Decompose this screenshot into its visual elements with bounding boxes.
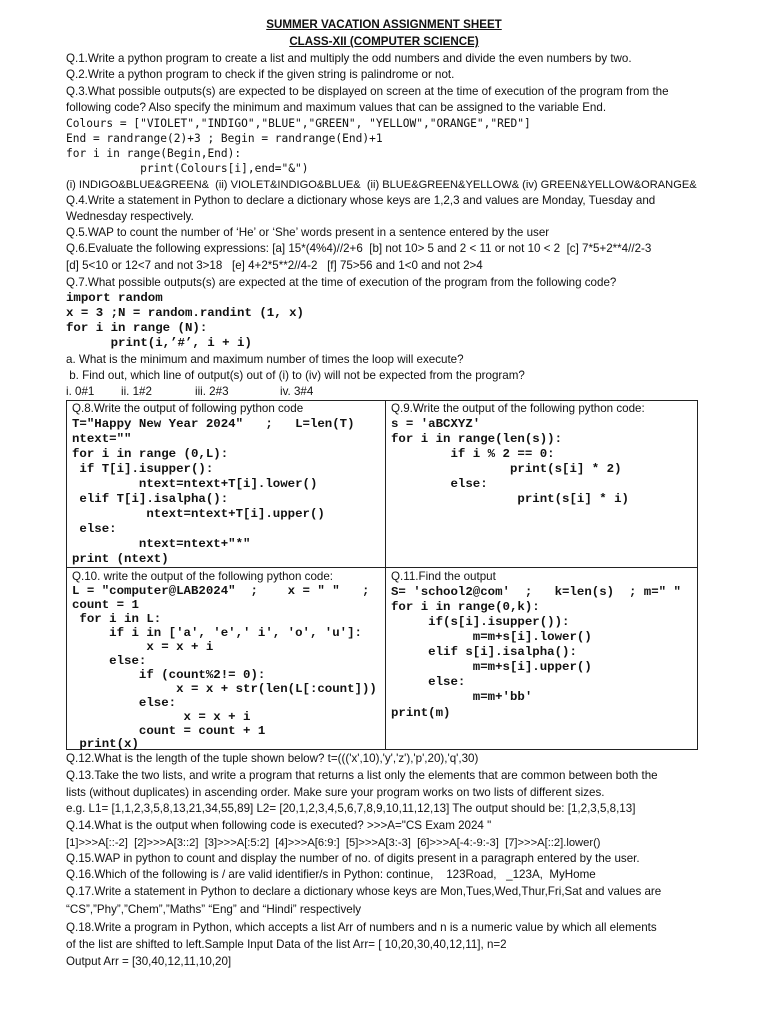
q7-code-line: import random <box>66 291 163 305</box>
question-7-part-a: a. What is the minimum and maximum number of times the loop will execute? <box>66 353 464 366</box>
q10-code-line: count = count + 1 <box>72 724 266 738</box>
question-14-line-1: Q.14.What is the output when following code is executed? >>>A="CS Exam 2024 " <box>66 819 492 832</box>
q8-code-line: for i in range (0,L): <box>72 447 229 461</box>
q10-code-line: x = x + str(len(L[:count])) <box>72 682 377 696</box>
question-8-heading: Q.8.Write the output of following python code <box>72 402 304 415</box>
q11-code-line: m=m+s[i].lower() <box>391 630 592 644</box>
question-4-line-2: Wednesday respectively. <box>66 210 194 223</box>
table-column-divider <box>385 400 386 750</box>
q10-code-line: for i in L: <box>72 612 162 626</box>
q10-code-line: count = 1 <box>72 598 139 612</box>
q8-code-line: ntext="" <box>72 432 132 446</box>
q8-code-line: ntext=ntext+"*" <box>72 537 251 551</box>
q9-code-line: print(s[i] * i) <box>391 492 629 506</box>
q3-code-line: print(Colours[i],end="&") <box>66 162 309 175</box>
q7-option-3: iii. 2#3 <box>195 385 229 398</box>
question-13-example: e.g. L1= [1,1,2,3,5,8,13,21,34,55,89] L2= [20,1,2,3,4,5,6,7,8,9,10,11,12,13] The output should be: [1,2,3,5,8,13] <box>66 802 636 815</box>
q10-code-line: print(x) <box>72 737 139 751</box>
question-7-part-b: b. Find out, which line of output(s) out of (i) to (iv) will not be expected from the program? <box>66 369 525 382</box>
question-15: Q.15.WAP in python to count and display the number of no. of digits present in a paragraph entered by the user. <box>66 852 640 865</box>
q9-code-line: if i % 2 == 0: <box>391 447 555 461</box>
q8-code-line: T="Happy New Year 2024" ; L=len(T) <box>72 417 355 431</box>
question-17-line-2: “CS”,”Phy”,”Chem”,”Maths” “Eng” and “Hindi” respectively <box>66 903 362 916</box>
q11-code-line: if(s[i].isupper()): <box>391 615 570 629</box>
class-title: CLASS-XII (COMPUTER SCIENCE) <box>289 35 479 48</box>
q11-code-line: elif s[i].isalpha(): <box>391 645 577 659</box>
q10-code-line: if i in ['a', 'e',' i', 'o', 'u']: <box>72 626 362 640</box>
question-3-options: (i) INDIGO&BLUE&GREEN& (ii) VIOLET&INDIGO&BLUE& (ii) BLUE&GREEN&YELLOW& (iv) GREEN&YELLOW&ORANGE& <box>66 179 697 191</box>
question-16: Q.16.Which of the following is / are valid identifier/s in Python: continue, 123Road, _123A, MyHome <box>66 868 596 881</box>
question-14-line-2: [1]>>>A[::-2] [2]>>>A[3::2] [3]>>>A[:5:2] [4]>>>A[6:9:] [5]>>>A[3:-3] [6]>>>A[-4:-9:-3] [7]>>>A[::2].lower() <box>66 837 601 849</box>
table-row-divider <box>66 567 698 568</box>
q8-code-line: elif T[i].isalpha(): <box>72 492 229 506</box>
q9-code-line: else: <box>391 477 488 491</box>
q11-code-line: for i in range(0,k): <box>391 600 540 614</box>
sheet-title: SUMMER VACATION ASSIGNMENT SHEET <box>266 18 502 31</box>
q10-code-line: L = "computer@LAB2024" ; x = " " ; <box>72 584 370 598</box>
q3-code-line: Colours = ["VIOLET","INDIGO","BLUE","GREEN", "YELLOW","ORANGE","RED"] <box>66 117 531 130</box>
q10-code-line: if (count%2!= 0): <box>72 668 266 682</box>
question-9-heading: Q.9.Write the output of the following python code: <box>391 402 645 415</box>
q9-code-line: s = 'aBCXYZ' <box>391 417 481 431</box>
question-4-line-1: Q.4.Write a statement in Python to declare a dictionary whose keys are 1,2,3 and values are Monday, Tuesday and <box>66 194 656 207</box>
question-11-heading: Q.11.Find the output <box>391 570 496 583</box>
q11-code-line: m=m+'bb' <box>391 690 533 704</box>
question-18-line-1: Q.18.Write a program in Python, which accepts a list Arr of numbers and n is a numeric value by which all elements <box>66 921 657 934</box>
q11-code-line: print(m) <box>391 706 451 720</box>
q10-code-line: else: <box>72 654 147 668</box>
q9-code-line: for i in range(len(s)): <box>391 432 563 446</box>
q7-code-line: for i in range (N): <box>66 321 208 335</box>
question-3-line-1: Q.3.What possible outputs(s) are expected to be displayed on screen at the time of execution of the program from the <box>66 85 669 98</box>
question-12: Q.12.What is the length of the tuple shown below? t=((('x',10),'y','z'),'p',20),'q',30) <box>66 752 479 765</box>
question-6-line-2: [d] 5<10 or 12<7 and not 3>18 [e] 4+2*5**2//4-2 [f] 75>56 and 1<0 and not 2>4 <box>66 259 483 272</box>
q8-code-line: print (ntext) <box>72 552 169 566</box>
q11-code-line: m=m+s[i].upper() <box>391 660 592 674</box>
question-3-line-2: following code? Also specify the minimum and maximum values that can be assigned to the variable End. <box>66 101 607 114</box>
q9-code-line: print(s[i] * 2) <box>391 462 622 476</box>
question-5: Q.5.WAP to count the number of ‘He’ or ‘She’ words present in a sentence entered by the user <box>66 226 550 239</box>
q7-code-line: x = 3 ;N = random.randint (1, x) <box>66 306 304 320</box>
question-10-heading: Q.10. write the output of the following python code: <box>72 570 334 583</box>
question-6-line-1: Q.6.Evaluate the following expressions: [a] 15*(4%4)//2+6 [b] not 10> 5 and 2 < 11 or not 10 < 2 [c] 7*5+2**4//2-3 <box>66 242 652 255</box>
question-13-line-1: Q.13.Take the two lists, and write a program that returns a list only the elements that are common between both the <box>66 769 658 782</box>
q11-code-line: S= 'school2@com' ; k=len(s) ; m=" " <box>391 585 681 599</box>
q7-option-1: i. 0#1 <box>66 385 95 398</box>
question-2: Q.2.Write a python program to check if the given string is palindrome or not. <box>66 68 455 81</box>
q7-option-2: ii. 1#2 <box>121 385 152 398</box>
question-18-line-2: of the list are shifted to left.Sample Input Data of the list Arr= [ 10,20,30,40,12,11], n=2 <box>66 938 507 951</box>
question-13-line-2: lists (without duplicates) in ascending order. Make sure your program works on two lists of different sizes. <box>66 786 605 799</box>
q7-option-4: iv. 3#4 <box>280 385 314 398</box>
q8-code-line: ntext=ntext+T[i].lower() <box>72 477 318 491</box>
q8-code-line: else: <box>72 522 117 536</box>
question-1: Q.1.Write a python program to create a list and multiply the odd numbers and divide the even numbers by two. <box>66 52 632 65</box>
q7-code-line: print(i,’#’, i + i) <box>66 336 252 350</box>
q10-code-line: else: <box>72 696 177 710</box>
q10-code-line: x = x + i <box>72 640 214 654</box>
q3-code-line: for i in range(Begin,End): <box>66 147 242 160</box>
question-17-line-1: Q.17.Write a statement in Python to declare a dictionary whose keys are Mon,Tues,Wed,Thur,Fri,Sat and values are <box>66 885 662 898</box>
question-7-line-1: Q.7.What possible outputs(s) are expected at the time of execution of the program from the following code? <box>66 276 617 289</box>
q3-code-line: End = randrange(2)+3 ; Begin = randrange(End)+1 <box>66 132 383 145</box>
question-18-output: Output Arr = [30,40,12,11,10,20] <box>66 955 232 968</box>
q8-code-line: ntext=ntext+T[i].upper() <box>72 507 325 521</box>
q11-code-line: else: <box>391 675 466 689</box>
q8-code-line: if T[i].isupper(): <box>72 462 214 476</box>
q10-code-line: x = x + i <box>72 710 251 724</box>
